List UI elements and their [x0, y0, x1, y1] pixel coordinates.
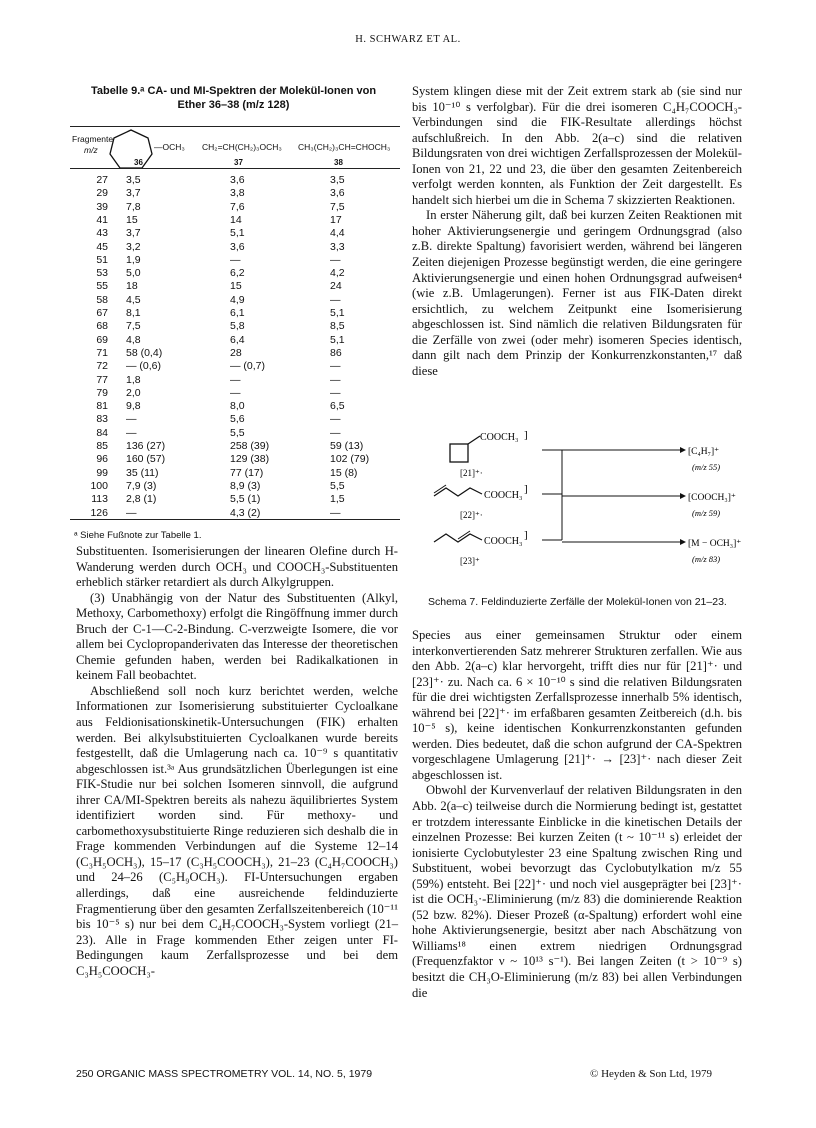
table-cell: 1,8	[126, 373, 141, 386]
table-cell: 4,9	[230, 293, 245, 306]
table-caption-line2: Ether 36–38 (m/z 128)	[177, 99, 290, 111]
table-cell: —	[330, 360, 341, 373]
table-cell: 3,5	[330, 174, 345, 186]
table-cell: 6,2	[230, 267, 245, 280]
table-cell: 9,8	[126, 400, 141, 413]
right-column-text-lower	[412, 628, 742, 1001]
table-cell: 79	[96, 386, 108, 399]
table-cell: 5,5 (1)	[230, 493, 261, 506]
footer-journal: 250 ORGANIC MASS SPECTROMETRY VOL. 14, NO. 5, 1979	[76, 1068, 373, 1080]
table-cell: 29	[96, 187, 108, 200]
table-cell: 17	[330, 213, 342, 226]
table-cell: 5,1	[230, 227, 245, 240]
product-mz-83: (m/z 83)	[692, 554, 721, 564]
schema-7-diagram	[412, 430, 742, 595]
bond-line	[468, 436, 480, 444]
table-cell: 96	[96, 453, 108, 466]
table-row	[70, 174, 400, 186]
table-cell: 71	[96, 346, 108, 359]
table-cell: —	[330, 413, 341, 426]
schema-substituent: COOCH₃	[480, 432, 519, 443]
table-cell: 43	[96, 227, 108, 240]
table-row	[70, 467, 400, 479]
table-cell: 51	[96, 253, 108, 266]
table-row	[70, 493, 400, 505]
table-row	[70, 320, 400, 332]
running-header: H. SCHWARZ ET AL.	[355, 34, 461, 45]
table-cell: 6,4	[230, 333, 245, 346]
cyclohexyl-ring-icon	[108, 128, 154, 172]
table-row	[70, 214, 400, 226]
table-cell: 2,8 (1)	[126, 493, 157, 506]
table-cell: 126	[90, 506, 108, 519]
table-cell: 3,7	[126, 227, 141, 240]
table-row	[70, 187, 400, 199]
table-row	[70, 347, 400, 359]
table-cell: 5,0	[126, 267, 141, 280]
table-cell: 3,8	[230, 187, 245, 200]
table-cell: —	[330, 426, 341, 439]
bracket: ]	[524, 483, 528, 495]
table-cell: 160 (57)	[126, 453, 166, 466]
table-cell: 6,5	[330, 400, 345, 413]
table-cell: 7,8	[126, 200, 141, 213]
arrow-head-icon	[680, 493, 686, 499]
table-cell: 5,5	[330, 479, 345, 492]
paragraph: (3) Unabhängig von der Natur des Substituenten (Alkyl, Methoxy, Carbomethoxy) erfolgt die Ringöffnung immer durch Bruch der C-1—C-2-Bindung. C-verzweigte Isomere, die vor allem bei Cyclopropanderivaten das Interesse der theoretischen Chemie gefunden haben, werden bei Radikalkationen in keinem Fall beobachtet.	[76, 590, 398, 683]
bracket: ]	[524, 430, 528, 441]
table-row	[70, 507, 400, 519]
schema-substituent: COOCH₃	[484, 490, 523, 501]
mz-label: m/z	[84, 145, 98, 155]
paragraph: Species aus einer gemeinsamen Struktur oder einem interkonvertierenden Satz mehrerer Strukturen zerfallen. Wie aus den Abb. 2(a–c) klar hervorgeht, trifft dies nur für [21]⁺· und [23]⁺· zu. Nach ca. 6 × 10⁻¹⁰ s sind die relativen Bildungsraten für die drei wichtigsten Zerfallsprozesse innerhalb 5% identisch, während bei [22]⁺· im erfaßbaren gesamten Zeitbereich (d.h. bis 10⁻⁵ s), keine identischen Konkurrenzkonstanten gefunden werden. Dies bedeutet, daß die schon aufgrund der CA-Spektren vorgeschlagene Umlagerung [21]⁺· → [23]⁺· nach dieser Zeit abgeschlossen ist.	[412, 628, 742, 782]
table-cell: 5,8	[230, 320, 245, 333]
right-column-text	[412, 84, 742, 379]
table-cell: 102 (79)	[330, 453, 370, 466]
table-cell: 3,6	[230, 174, 245, 186]
table-cell: —	[230, 373, 241, 386]
table-cell: 4,3 (2)	[230, 506, 261, 519]
table-cell: 5,1	[330, 333, 345, 346]
table-cell: 3,7	[126, 187, 141, 200]
table-cell: 15 (8)	[330, 466, 358, 479]
table-cell: 55	[96, 280, 108, 293]
schema-caption: Schema 7. Feldinduzierte Zerfälle der Molekül-Ionen von 21–23.	[428, 596, 727, 608]
table-cell: —	[126, 413, 137, 426]
table-row	[70, 280, 400, 292]
table-footnote: ᵃ Siehe Fußnote zur Tabelle 1.	[74, 530, 202, 541]
compound-37-number: 37	[234, 158, 243, 167]
product-c4h7: [C₄H₇]⁺	[688, 447, 720, 457]
table-cell: 136 (27)	[126, 440, 166, 452]
table-row	[70, 480, 400, 492]
table-cell: 24	[330, 280, 342, 293]
table-cell: —	[330, 373, 341, 386]
table-cell: —	[230, 386, 241, 399]
data-table	[70, 128, 400, 520]
table-cell: 86	[330, 346, 342, 359]
bracket: ]	[524, 529, 528, 541]
table-cell: 53	[96, 267, 108, 280]
table-cell: 18	[126, 280, 138, 293]
table-row	[70, 374, 400, 386]
compound-36-formula: —OCH₃	[154, 142, 185, 152]
paragraph: Obwohl der Kurvenverlauf der relativen Bildungsraten in den Abb. 2(a–c) teilweise durch die Normierung bedingt ist, gestattet er trotzdem interessante Einblicke in die kinetischen Details der einzelnen Prozesse: Bei kurzen Zeiten (t ~ 10⁻¹¹ s) erleidet der ionisierte Cyclobutylester 23 eine Spaltung zwischen Ring und Substituent, wobei bevorzugt das Cyclobutylkation m/z 55 (59%) entsteht. Bei [22]⁺· und noch viel ausgeprägter bei [23]⁺· ist die OCH₃·-Eliminierung (m/z 83) die dominierende Reaktion (52 bzw. 82%). Dieser Prozeß (α-Spaltung) erfordert wohl eine hohe Aktivierungsenergie, besitzt aber nach Abschätzung von Williams¹⁸ einen extrem niedrigen Ordnungsgrad (Frequenzfaktor ν ~ 10¹³ s⁻¹). Bei langen Zeiten (t > 10⁻⁹ s) besitzt die CH₃O-Eliminierung (m/z 83) bei allen Verbindungen die	[412, 783, 742, 1000]
product-mz-59: (m/z 59)	[692, 508, 721, 518]
table-cell: 4,4	[330, 227, 345, 240]
table-cell: 5,5	[230, 426, 245, 439]
table-row	[70, 413, 400, 425]
table-cell: 8,1	[126, 307, 141, 319]
table-cell: 45	[96, 240, 108, 253]
paragraph: Substituenten. Isomerisierungen der linearen Olefine durch H-Wanderung werden durch OCH₃ und COOCH₃-Substituenten erheblich stärker retardiert als durch Alkylgruppen.	[76, 544, 398, 590]
table-cell: 3,2	[126, 240, 141, 253]
table-cell: 1,5	[330, 493, 345, 506]
arrow-head-icon	[680, 447, 686, 453]
table-cell: 81	[96, 400, 108, 413]
alkene-chain-icon	[434, 488, 482, 496]
schema-label-21: [21]⁺·	[460, 468, 483, 478]
table-cell: 59 (13)	[330, 440, 364, 452]
table-cell: 69	[96, 333, 108, 346]
footer-copyright: © Heyden & Son Ltd, 1979	[590, 1068, 713, 1080]
table-cell: 6,1	[230, 307, 245, 319]
table-row	[70, 254, 400, 266]
schema-label-22: [22]⁺·	[460, 510, 483, 520]
table-cell: 8,0	[230, 400, 245, 413]
table-cell: 4,2	[330, 267, 345, 280]
table-cell: 1,9	[126, 253, 141, 266]
table-cell: —	[230, 253, 241, 266]
compound-37-formula: CH₂=CH(CH₂)₃OCH₃	[202, 142, 282, 152]
table-cell: 67	[96, 307, 108, 319]
table-cell: 85	[96, 440, 108, 452]
table-cell: 3,3	[330, 240, 345, 253]
table-row	[70, 453, 400, 465]
table-cell: 14	[230, 213, 242, 226]
table-row	[70, 267, 400, 279]
table-top-rule	[70, 126, 400, 127]
compound-38-number: 38	[334, 158, 343, 167]
table-cell: —	[126, 426, 137, 439]
table-row	[70, 427, 400, 439]
compound-38-formula: CH₃(CH₂)₃CH=CHOCH₃	[298, 142, 391, 152]
table-bottom-rule	[70, 519, 400, 520]
table-cell: 7,9 (3)	[126, 479, 157, 492]
table-row	[70, 241, 400, 253]
table-head-fragments	[72, 134, 113, 156]
table-cell: 41	[96, 213, 108, 226]
product-m-och3: [M − OCH₃]⁺	[688, 539, 742, 549]
table-cell: 27	[96, 174, 108, 186]
table-cell: 8,9 (3)	[230, 479, 261, 492]
table-cell: 28	[230, 346, 242, 359]
schema-label-23: [23]⁺	[460, 556, 480, 566]
table-cell: 2,0	[126, 386, 141, 399]
table-cell: 7,5	[330, 200, 345, 213]
table-cell: 3,6	[230, 240, 245, 253]
table-cell: 99	[96, 466, 108, 479]
table-row	[70, 334, 400, 346]
reaction-scheme-svg	[412, 430, 742, 590]
arrow-head-icon	[680, 539, 686, 545]
table-head-rule	[70, 168, 400, 169]
table-cell: 258 (39)	[230, 440, 270, 452]
table-row	[70, 307, 400, 319]
product-mz-55: (m/z 55)	[692, 462, 721, 472]
table-cell: 4,8	[126, 333, 141, 346]
table-cell: — (0,6)	[126, 360, 162, 373]
table-cell: 72	[96, 360, 108, 373]
table-caption	[66, 84, 401, 112]
table-row	[70, 201, 400, 213]
table-row	[70, 227, 400, 239]
schema-substituent: COOCH₃	[484, 536, 523, 547]
table-cell: 5,1	[330, 307, 345, 319]
table-cell: —	[330, 253, 341, 266]
paragraph: System klingen diese mit der Zeit extrem stark ab (sie sind nur bis 10⁻¹⁰ s verfolgbar). Für die drei isomeren C₄H₇COOCH₃-Verbindungen sind die FIK-Resultate allerdings höchst aufschlußreich. In den Abb. 2(a–c) sind die relativen Bildungsraten von drei wichtigen Zerfallsprozessen der Molekül-Ionen von 21, 22 und 23, die über den gesamten Zeitenbereich verfolgt werden konnten, als Funktion der Zeit dargestellt. Es handelt sich hierbei um die in Schema 7 skizzierten Reaktionen.	[412, 84, 742, 207]
table-cell: —	[126, 506, 137, 519]
table-cell: 84	[96, 426, 108, 439]
table-row	[70, 294, 400, 306]
paragraph: In erster Näherung gilt, daß bei kurzen Zeiten Reaktionen mit hoher Aktivierungsenergie und geringem Ordnungsgrad (also z.B. direkte Spaltung) favorisiert werden, während bei längeren Zeiten diejenigen Prozesse begünstigt werden, die eine geringere Aktivierungsenergie und einen hohen Ordnungsgrad aufweisen⁴ (wie z.B. Umlagerungen). Ferner ist aus FIK-Daten direkt ersichtlich, zu welchem Zeitpunkt eine Isomerisierung abgeschlossen ist. Sind nämlich die relativen Bildungsraten für die Zerfälle von zwei (oder mehr) isomeren Species identisch, dann gilt nach dem Prinzip der Konkurrenzkonstanten,¹⁷ daß diese	[412, 208, 742, 378]
product-cooch3: [COOCH₃]⁺	[688, 493, 736, 503]
table-cell: 58	[96, 293, 108, 306]
table-cell: 15	[126, 213, 138, 226]
table-caption-line1: Tabelle 9.ᵃ CA- und MI-Spektren der Molekül-Ionen von	[90, 85, 377, 97]
table-cell: 100	[90, 479, 108, 492]
table-cell: 7,6	[230, 200, 245, 213]
paragraph: Abschließend soll noch kurz berichtet werden, welche Informationen zur Isomerisierung substituierter Cycloalkane aus Feldionisationskinetik-Untersuchungen (FIK) erhalten werden. Bei alkylsubstituierten Cycloalkanen wurde bereits festgestellt, daß die Umlagerung nach ca. 10⁻⁹ s quantitativ abgeschlossen ist.³ᵃ Aus grundsätzlichen Überlegungen ist eine FIK-Studie nur bei solchen Isomeren sinnvoll, die aufgrund ihrer CA/MI-Spektren bereits als nahezu äquilibriertes System identifiziert worden sind. Für methoxy- und carbomethoxysubstituierte Ringe reduzieren sich deshalb die in Frage kommenden Verbindungen auf die Systeme 12–14 (C₃H₅OCH₃), 15–17 (C₃H₅COOCH₃), 21–23 (C₄H₇COOCH₃) und 24–26 (C₅H₉OCH₃). FI-Untersuchungen ergaben allerdings, daß eine ausreichende feldinduzierte Fragmentierung über den gesamten Zerfallszeitenbereich (10⁻¹¹ bis 10⁻⁵ s) nur bei dem C₄H₇COOCH₃-System vorliegt (21–23). Alle in Frage kommenden Ether zeigen unter FI-Bedingungen kaum Zerfallsprozesse und bei dem C₃H₅COOCH₃-	[76, 683, 398, 978]
table-cell: 77 (17)	[230, 466, 264, 479]
table-cell: —	[330, 293, 341, 306]
table-cell: 3,6	[330, 187, 345, 200]
table-row	[70, 440, 400, 452]
table-cell: 4,5	[126, 293, 141, 306]
left-column-text	[76, 544, 398, 979]
table-cell: —	[330, 506, 341, 519]
table-cell: —	[330, 386, 341, 399]
table-cell: 8,5	[330, 320, 345, 333]
table-row	[70, 360, 400, 372]
cyclobutyl-ring-icon	[450, 444, 468, 462]
fragments-label: Fragmente	[72, 134, 114, 144]
table-cell: 68	[96, 320, 108, 333]
table-cell: 3,5	[126, 174, 141, 186]
table-cell: 39	[96, 200, 108, 213]
table-cell: 77	[96, 373, 108, 386]
table-cell: — (0,7)	[230, 360, 266, 373]
alkene-chain-icon	[434, 534, 482, 542]
table-cell: 129 (38)	[230, 453, 270, 466]
table-row	[70, 387, 400, 399]
table-cell: 7,5	[126, 320, 141, 333]
compound-36-number: 36	[134, 158, 143, 167]
table-cell: 83	[96, 413, 108, 426]
table-cell: 5,6	[230, 413, 245, 426]
table-row	[70, 400, 400, 412]
table-cell: 35 (11)	[126, 466, 159, 479]
table-cell: 15	[230, 280, 242, 293]
table-cell: 58 (0,4)	[126, 346, 163, 359]
table-cell: 113	[91, 493, 108, 506]
